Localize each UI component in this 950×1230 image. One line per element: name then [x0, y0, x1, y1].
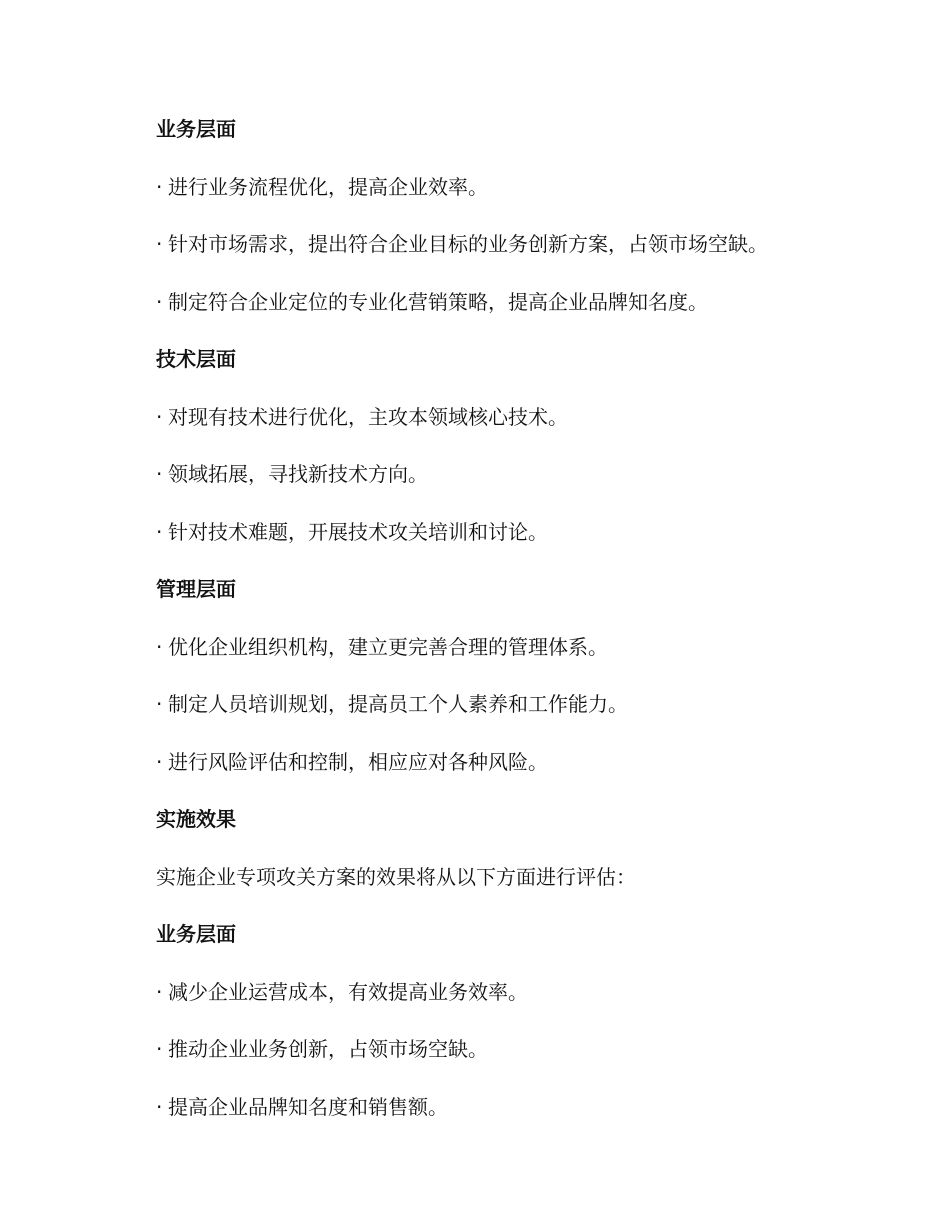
bullet-marker: ·	[156, 979, 163, 1004]
bullet-item	[156, 457, 856, 515]
document-page	[156, 112, 856, 1147]
bullet-marker: ·	[156, 692, 163, 716]
bullet-marker: ·	[156, 749, 163, 774]
bullet-item	[156, 285, 856, 343]
section-heading-business: 业务层面	[156, 117, 236, 141]
bullet-marker: ·	[156, 1094, 163, 1119]
bullet-marker: ·	[156, 1037, 163, 1061]
bullet-marker: ·	[156, 519, 163, 544]
bullet-text: 进行业务流程优化，提高企业效率。	[168, 174, 488, 199]
section-heading-results: 实施效果	[156, 807, 236, 831]
bullet-text: 针对市场需求，提出符合企业目标的业务创新方案，占领市场空缺。	[168, 232, 768, 256]
bullet-item	[156, 227, 856, 285]
bullet-marker: ·	[156, 404, 163, 429]
bullet-text: 推动企业业务创新，占领市场空缺。	[168, 1037, 488, 1061]
bullet-item	[156, 400, 856, 458]
bullet-text: 优化企业组织机构，建立更完善合理的管理体系。	[168, 634, 608, 659]
bullet-item	[156, 975, 856, 1033]
bullet-text: 制定人员培训规划，提高员工个人素养和工作能力。	[168, 692, 628, 716]
section-heading-management: 管理层面	[156, 577, 236, 601]
bullet-text: 针对技术难题，开展技术攻关培训和讨论。	[168, 519, 548, 544]
section-heading-technology: 技术层面	[156, 347, 236, 371]
bullet-marker: ·	[156, 232, 163, 256]
bullet-text: 提高企业品牌知名度和销售额。	[168, 1094, 448, 1119]
bullet-marker: ·	[156, 174, 163, 199]
bullet-item	[156, 1090, 856, 1148]
bullet-marker: ·	[156, 462, 163, 486]
bullet-marker: ·	[156, 634, 163, 659]
bullet-text: 进行风险评估和控制，相应应对各种风险。	[168, 749, 548, 774]
paragraph: 实施企业专项攻关方案的效果将从以下方面进行评估：	[156, 864, 636, 889]
bullet-text: 领域拓展，寻找新技术方向。	[168, 462, 428, 486]
bullet-text: 对现有技术进行优化，主攻本领域核心技术。	[168, 404, 568, 429]
bullet-marker: ·	[156, 289, 163, 314]
bullet-item	[156, 515, 856, 573]
bullet-item	[156, 630, 856, 688]
bullet-item	[156, 170, 856, 228]
bullet-item	[156, 1032, 856, 1090]
bullet-item	[156, 745, 856, 803]
bullet-item	[156, 687, 856, 745]
bullet-text: 制定符合企业定位的专业化营销策略，提高企业品牌知名度。	[168, 289, 708, 314]
bullet-text: 减少企业运营成本，有效提高业务效率。	[168, 979, 528, 1004]
section-heading-business-results: 业务层面	[156, 922, 236, 946]
